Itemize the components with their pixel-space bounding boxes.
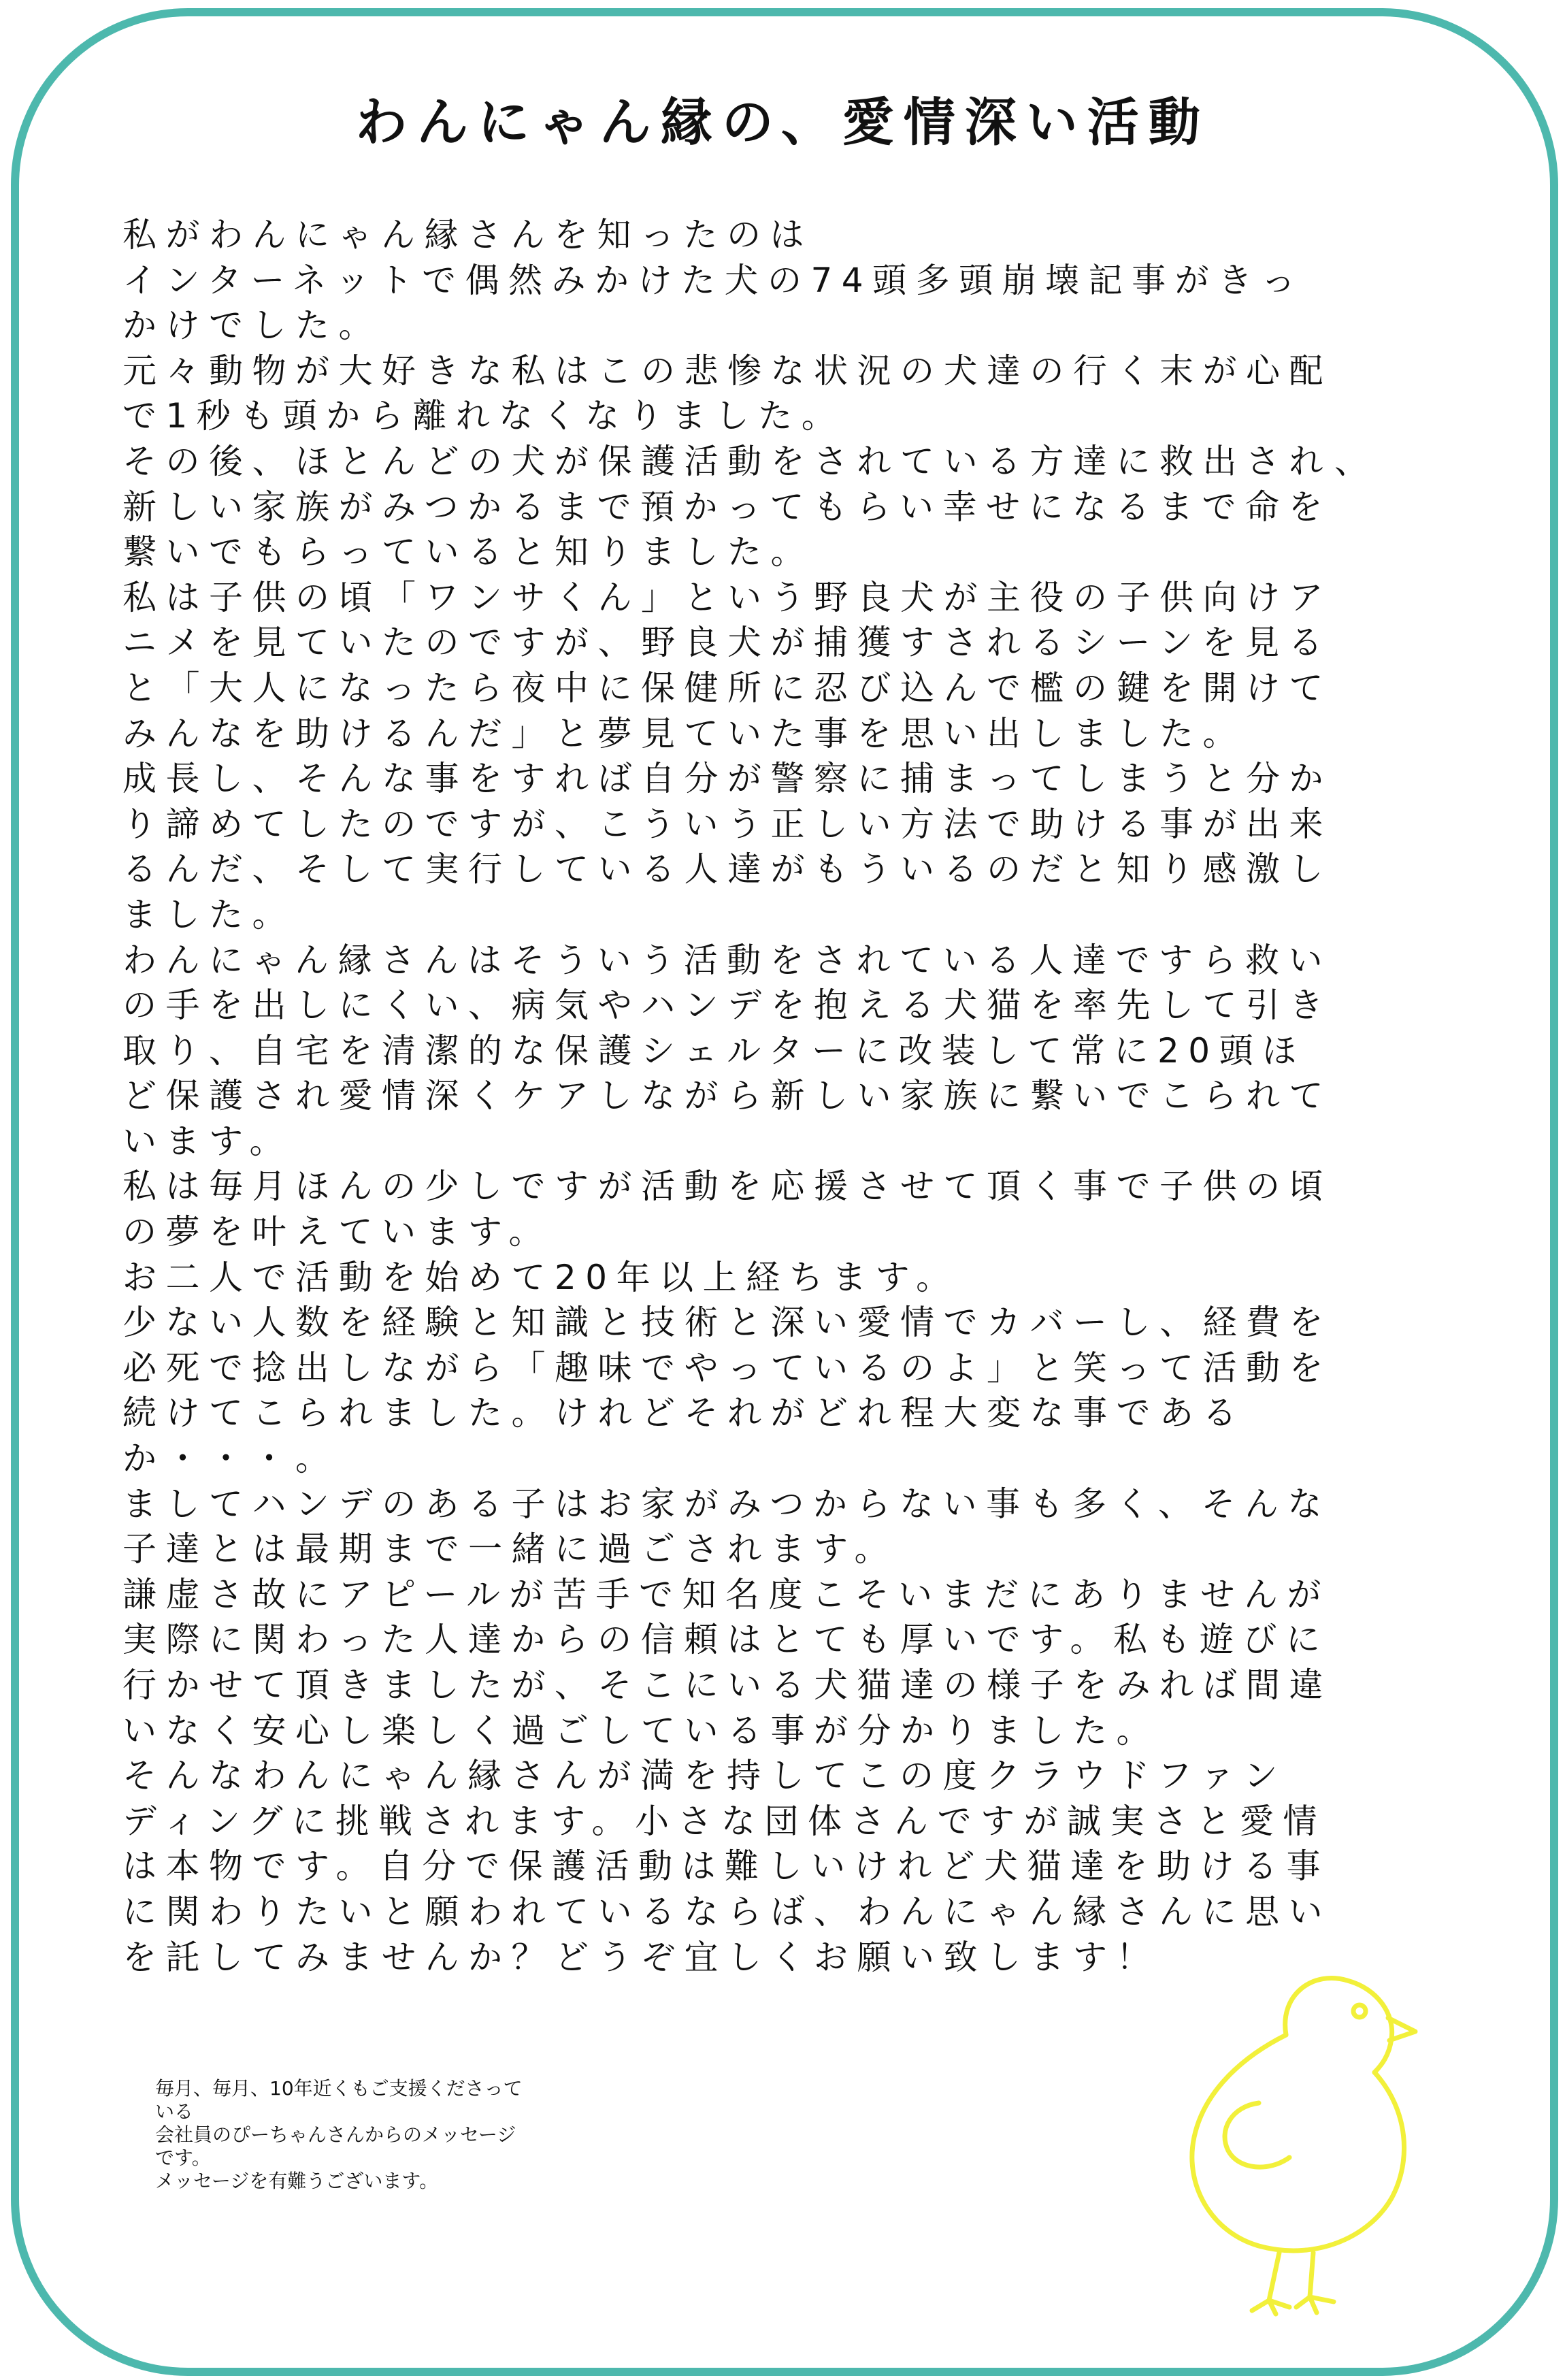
chick-eye xyxy=(1353,2005,1366,2017)
body-line: ディングに挑戦されます。小さな団体さんですが誠実さと愛情 xyxy=(122,1801,1326,1841)
page-title: わんにゃん縁の、愛情深い活動 xyxy=(355,92,1210,152)
body-line: ました。 xyxy=(122,894,295,934)
body-line: みんなを助けるんだ」と夢見ていた事を思い出しました。 xyxy=(122,713,1246,753)
body-line: 私は子供の頃「ワンサくん」という野良犬が主役の子供向けア xyxy=(122,577,1332,617)
note-line: 毎月、毎月、10年近くもご支援くださって xyxy=(155,2077,523,2100)
body-line: ど保護され愛情深くケアしながら新しい家族に繋いでこられて xyxy=(122,1076,1332,1116)
body-line: お二人で活動を始めて20年以上経ちます。 xyxy=(122,1257,959,1297)
body-line: か・・・。 xyxy=(122,1439,339,1479)
body-line: を託してみませんか？どうぞ宜しくお願い致します！ xyxy=(122,1937,1159,1977)
body-line: に関わりたいと願われているならば、わんにゃん縁さんに思い xyxy=(122,1891,1332,1931)
body-line: わんにゃん縁さんはそういう活動をされている人達ですら救い xyxy=(122,940,1332,980)
body-line: 少ない人数を経験と知識と技術と深い愛情でカバーし、経費を xyxy=(122,1303,1332,1343)
body-line: 新しい家族がみつかるまで預かってもらい幸せになるまで命を xyxy=(122,487,1332,527)
supporter-note xyxy=(155,2077,672,2193)
body-line: 繋いでもらっていると知りました。 xyxy=(122,532,814,572)
body-line: 続けてこられました。けれどそれがどれ程大変な事である xyxy=(122,1393,1246,1433)
chick-icon xyxy=(1143,1953,1456,2321)
note-line: 会社員のぴーちゃんさんからのメッセージ xyxy=(155,2123,516,2146)
note-line: メッセージを有難うございます。 xyxy=(155,2170,439,2192)
body-line: インターネットで偶然みかけた犬の74頭多頭崩壊記事がきっ xyxy=(122,260,1305,300)
body-line: 取り、自宅を清潔的な保護シェルターに改装して常に20頭ほ xyxy=(122,1030,1306,1071)
message-body xyxy=(122,212,1497,1980)
body-line: 私は毎月ほんの少しですが活動を応援させて頂く事で子供の頃 xyxy=(122,1167,1332,1207)
body-line: るんだ、そして実行している人達がもういるのだと知り感激し xyxy=(122,849,1332,890)
body-line: の手を出しにくい、病気やハンデを抱える犬猫を率先して引き xyxy=(122,985,1332,1026)
body-line: と「大人になったら夜中に保健所に忍び込んで檻の鍵を開けて xyxy=(122,668,1332,708)
body-line: 子達とは最期まで一緒に過ごされます。 xyxy=(122,1529,897,1569)
body-line: 私がわんにゃん縁さんを知ったのは xyxy=(122,215,813,255)
chick-leg-left xyxy=(1252,2253,1289,2314)
body-line: そんなわんにゃん縁さんが満を持してこの度クラウドファン xyxy=(122,1756,1287,1796)
body-line: 必死で捻出しながら「趣味でやっているのよ」と笑って活動を xyxy=(122,1348,1332,1388)
body-line: ましてハンデのある子はお家がみつからない事も多く、そんな xyxy=(122,1484,1331,1524)
chick-leg-right xyxy=(1296,2253,1334,2313)
body-line: 実際に関わった人達からの信頼はとても厚いです。私も遊びに xyxy=(122,1620,1330,1660)
note-line: です。 xyxy=(155,2147,211,2169)
body-line: ニメを見ていたのですが、野良犬が捕獲すされるシーンを見る xyxy=(122,623,1332,663)
body-line: その後、ほとんどの犬が保護活動をされている方達に救出され、 xyxy=(122,441,1378,481)
chick-head-outline xyxy=(1285,1978,1392,2072)
body-line: の夢を叶えています。 xyxy=(122,1212,552,1252)
body-line: で1秒も頭から離れなくなりました。 xyxy=(122,396,845,436)
body-line: 謙虚さ故にアピールが苦手で知名度こそいまだにありませんが xyxy=(122,1574,1330,1614)
body-line: 元々動物が大好きな私はこの悲惨な状況の犬達の行く末が心配 xyxy=(122,351,1332,391)
body-line: り諦めてしたのですが、こういう正しい方法で助ける事が出来 xyxy=(122,804,1332,844)
chick-wing xyxy=(1225,2103,1289,2167)
body-line: かけでした。 xyxy=(122,306,382,346)
body-line: 成長し、そんな事をすれば自分が警察に捕まってしまうと分か xyxy=(122,759,1332,799)
body-line: 行かせて頂きましたが、そこにいる犬猫達の様子をみれば間違 xyxy=(122,1665,1332,1705)
body-line: は本物です。自分で保護活動は難しいけれど犬猫達を助ける事 xyxy=(122,1846,1330,1887)
body-line: います。 xyxy=(122,1121,293,1161)
note-line: いる xyxy=(155,2100,194,2123)
body-line: いなく安心し楽しく過ごしている事が分かりました。 xyxy=(122,1710,1159,1750)
